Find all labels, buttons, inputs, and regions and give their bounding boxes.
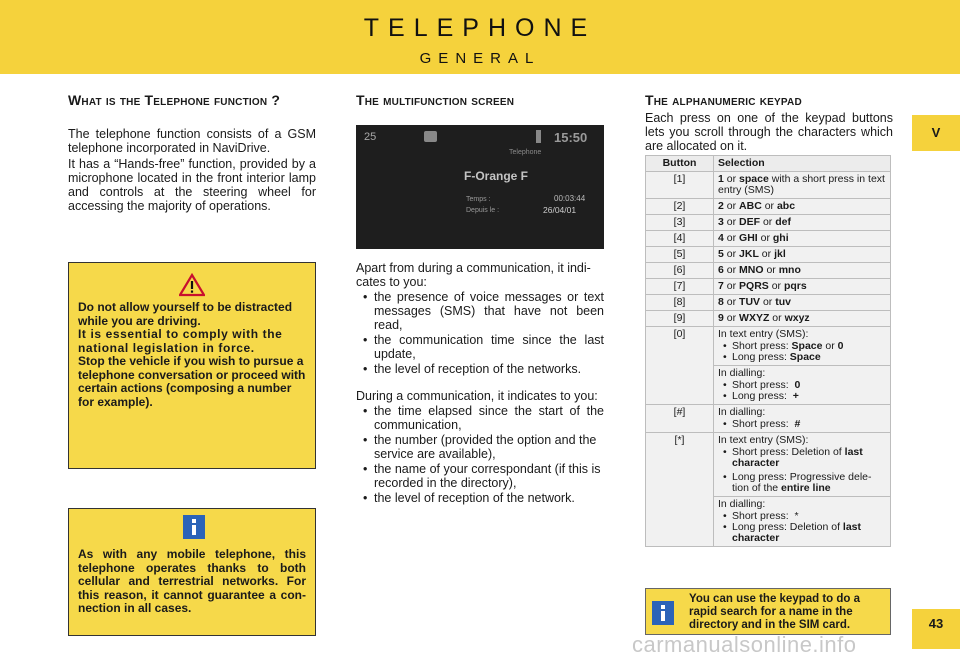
list-item: • the time elapsed since the start of the communication, (373, 404, 604, 432)
selection-cell: In dialling: • Short press: 0 • Long press: + (714, 366, 891, 405)
selection-cell: 2 or ABC or abc (714, 199, 891, 215)
page-header (0, 0, 960, 74)
chapter-tab: V (912, 115, 960, 151)
selection-cell: 5 or JKL or jkl (714, 247, 891, 263)
selection-cell: In dialling: • Short press: * • Long press: Deletion of last character (714, 497, 891, 547)
page-title: TELEPHONE (363, 14, 597, 42)
selection-cell: 1 or space with a short press in text entry (SMS) (714, 172, 891, 199)
button-cell: [6] (646, 263, 714, 279)
keypad-intro: Each press on one of the keypad buttons lets you scroll through the characters which are allocated on it. (645, 111, 893, 153)
selection-cell: 3 or DEF or def (714, 215, 891, 231)
table-row (646, 199, 891, 215)
table-row (646, 405, 891, 433)
screen-depuis-value: 26/04/01 (543, 205, 577, 215)
warning-line: Do not allow yourself to be distracted while you are driving. (78, 300, 293, 328)
watermark: carmanualsonline.info (632, 632, 857, 657)
table-row (646, 172, 891, 199)
info-text: As with any mobile telephone, this telephone operates thanks to both cellular and terrestrial networks. For this reason, it cannot guarantee a con-nection in all cases. (78, 547, 306, 615)
table-row (646, 433, 891, 497)
table-row (646, 327, 891, 366)
button-cell: [5] (646, 247, 714, 263)
paragraph: It has a “Hands-free” function, provided by a microphone located in the front interior lamp and controls at the steering wheel for accessing the majority of operations. (68, 157, 316, 213)
warning-line: Stop the vehicle if you wish to pursue a telephone conversation or proceed with certain actions (composing a number for example). (78, 354, 306, 409)
button-cell: [1] (646, 172, 714, 199)
selection-cell: In text entry (SMS): • Short press: Deletion of last character • Long press: Progressive dele-tion of the entire line (714, 433, 891, 497)
list-item: • the presence of voice messages or text messages (SMS) that have not been read, (373, 290, 604, 332)
table-row (646, 231, 891, 247)
list-item: • the level of reception of the networks. (373, 362, 604, 376)
paragraph: The telephone function consists of a GSM telephone incorporated in NaviDrive. (68, 127, 316, 155)
warning-text (78, 301, 306, 409)
info-icon (183, 515, 205, 539)
button-cell: [*] (646, 433, 714, 547)
screen-header: Telephone (509, 149, 542, 156)
table-row (646, 311, 891, 327)
list-item: • the level of reception of the network. (373, 491, 604, 505)
selection-cell: 8 or TUV or tuv (714, 295, 891, 311)
screen-temps-value: 00:03:44 (554, 194, 586, 203)
button-cell: [3] (646, 215, 714, 231)
section-title-multifunction-screen: The multifunction screen (356, 92, 515, 108)
screen-operator: F-Orange F (464, 169, 529, 183)
button-cell: [4] (646, 231, 714, 247)
button-cell: [0] (646, 327, 714, 405)
screen-depuis-label: Depuis le : (466, 207, 500, 214)
info-text: You can use the keypad to do a rapid search for a name in the directory and in the SIM card. (689, 593, 861, 631)
phone-icon (424, 131, 437, 142)
button-cell: [9] (646, 311, 714, 327)
list-item: • the number (provided the option and the service are available), (373, 433, 604, 461)
button-cell: [2] (646, 199, 714, 215)
warning-line: It is essential to comply with the national legislation in force. (78, 327, 283, 355)
table-row (646, 295, 891, 311)
signal-icon (536, 130, 541, 143)
button-cell: [7] (646, 279, 714, 295)
button-cell: [8] (646, 295, 714, 311)
multifunction-screen-text (356, 261, 604, 506)
button-cell: [#] (646, 405, 714, 433)
paragraph: During a communication, it indicates to you: (356, 389, 598, 403)
screen-left-digits: 25 (364, 131, 377, 143)
page-number: 43 (912, 609, 960, 649)
table-row (646, 279, 891, 295)
table-row (646, 263, 891, 279)
info-box-right (645, 588, 891, 635)
info-icon (652, 601, 674, 625)
list-item: • the name of your correspondant (if this is recorded in the directory), (373, 462, 604, 490)
table-row (646, 247, 891, 263)
info-box-left (68, 508, 316, 636)
page-subtitle: GENERAL (419, 50, 541, 67)
table-row (646, 215, 891, 231)
screen-temps-label: Temps : (466, 196, 491, 203)
keypad-table (645, 155, 891, 547)
column-header: Button (646, 156, 714, 172)
selection-cell: 9 or WXYZ or wxyz (714, 311, 891, 327)
column-header: Selection (714, 156, 891, 172)
paragraph: Apart from during a communication, it indi-cates to you: (356, 261, 591, 289)
multifunction-screen-photo (356, 125, 604, 249)
table-header-row (646, 156, 891, 172)
section-title-telephone-function: What is the Telephone function ? (68, 92, 281, 108)
selection-cell: In text entry (SMS): • Short press: Space or 0 • Long press: Space (714, 327, 891, 366)
list-item: • the communication time since the last update, (373, 333, 604, 361)
telephone-function-text (68, 127, 316, 215)
list (359, 290, 604, 376)
section-title-alphanumeric-keypad: The alphanumeric keypad (645, 92, 802, 108)
selection-cell: In dialling: • Short press: # (714, 405, 891, 433)
warning-box (68, 262, 316, 469)
list (359, 404, 604, 505)
screen-time: 15:50 (554, 130, 588, 145)
selection-cell: 7 or PQRS or pqrs (714, 279, 891, 295)
selection-cell: 6 or MNO or mno (714, 263, 891, 279)
warning-triangle-icon (179, 273, 205, 297)
selection-cell: 4 or GHI or ghi (714, 231, 891, 247)
